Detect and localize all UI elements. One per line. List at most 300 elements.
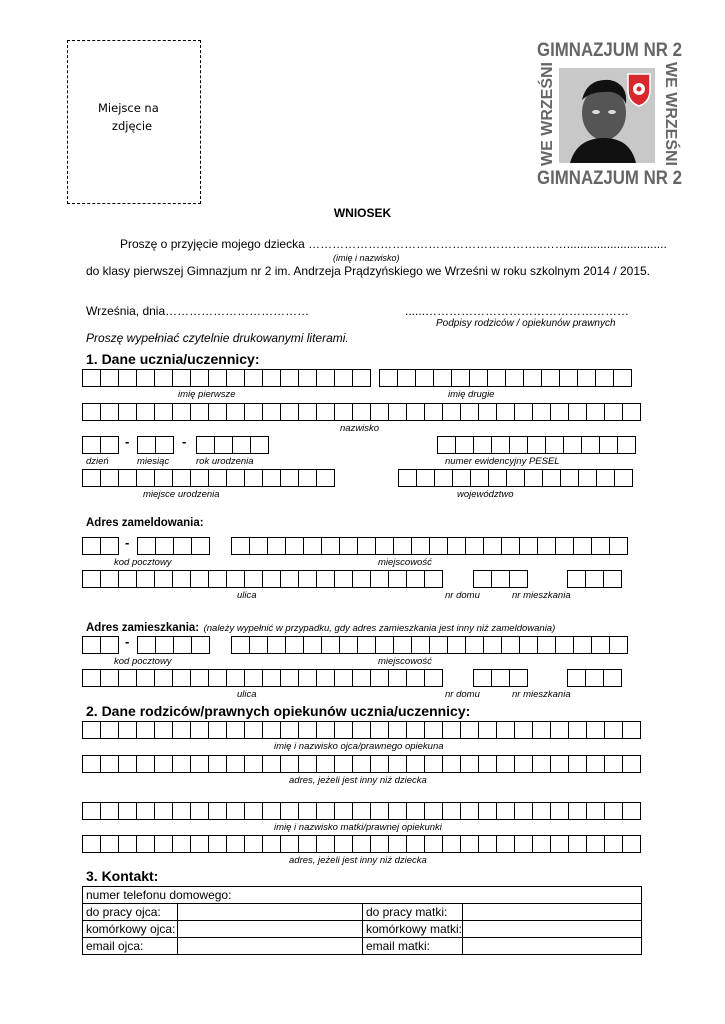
birth-month-field[interactable] (137, 436, 174, 454)
letter-box[interactable] (83, 670, 101, 686)
letter-box[interactable] (83, 637, 101, 653)
letter-box[interactable] (488, 370, 506, 386)
letter-box[interactable] (430, 538, 448, 554)
letter-box[interactable] (479, 404, 497, 420)
letter-box[interactable] (317, 571, 335, 587)
letter-box[interactable] (587, 803, 605, 819)
letter-box[interactable] (376, 538, 394, 554)
res-city-field[interactable] (231, 636, 628, 654)
letter-box[interactable] (83, 722, 101, 738)
birthplace-field[interactable] (82, 469, 335, 487)
father-email-input[interactable] (177, 938, 362, 955)
letter-box[interactable] (317, 370, 335, 386)
letter-box[interactable] (191, 370, 209, 386)
letter-box[interactable] (317, 756, 335, 772)
letter-box[interactable] (515, 404, 533, 420)
letter-box[interactable] (322, 538, 340, 554)
letter-box[interactable] (335, 722, 353, 738)
letter-box[interactable] (119, 470, 137, 486)
letter-box[interactable] (101, 437, 119, 453)
letter-box[interactable] (119, 571, 137, 587)
letter-box[interactable] (155, 404, 173, 420)
birth-day-field[interactable] (82, 436, 119, 454)
letter-box[interactable] (389, 756, 407, 772)
letter-box[interactable] (466, 637, 484, 653)
letter-box[interactable] (417, 470, 435, 486)
letter-box[interactable] (317, 404, 335, 420)
letter-box[interactable] (371, 571, 389, 587)
letter-box[interactable] (335, 756, 353, 772)
letter-box[interactable] (604, 571, 622, 587)
letter-box[interactable] (173, 670, 191, 686)
reg-city-field[interactable] (231, 537, 628, 555)
letter-box[interactable] (479, 836, 497, 852)
letter-box[interactable] (245, 571, 263, 587)
letter-box[interactable] (569, 756, 587, 772)
letter-box[interactable] (227, 756, 245, 772)
letter-box[interactable] (281, 370, 299, 386)
letter-box[interactable] (101, 670, 119, 686)
letter-box[interactable] (371, 670, 389, 686)
letter-box[interactable] (569, 803, 587, 819)
letter-box[interactable] (542, 370, 560, 386)
letter-box[interactable] (506, 370, 524, 386)
letter-box[interactable] (138, 538, 156, 554)
second-name-field[interactable] (379, 369, 632, 387)
letter-box[interactable] (466, 538, 484, 554)
letter-box[interactable] (83, 437, 101, 453)
letter-box[interactable] (250, 538, 268, 554)
letter-box[interactable] (119, 803, 137, 819)
res-house-field[interactable] (473, 669, 528, 687)
letter-box[interactable] (227, 722, 245, 738)
letter-box[interactable] (227, 404, 245, 420)
letter-box[interactable] (407, 803, 425, 819)
letter-box[interactable] (119, 836, 137, 852)
letter-box[interactable] (299, 470, 317, 486)
letter-box[interactable] (227, 370, 245, 386)
letter-box[interactable] (155, 571, 173, 587)
letter-box[interactable] (525, 470, 543, 486)
letter-box[interactable] (435, 470, 453, 486)
letter-box[interactable] (209, 404, 227, 420)
letter-box[interactable] (353, 571, 371, 587)
letter-box[interactable] (227, 470, 245, 486)
letter-box[interactable] (281, 836, 299, 852)
reg-street-field[interactable] (82, 570, 443, 588)
letter-box[interactable] (245, 470, 263, 486)
letter-box[interactable] (533, 836, 551, 852)
letter-box[interactable] (227, 836, 245, 852)
letter-box[interactable] (416, 370, 434, 386)
letter-box[interactable] (371, 404, 389, 420)
letter-box[interactable] (502, 637, 520, 653)
letter-box[interactable] (605, 803, 623, 819)
letter-box[interactable] (317, 470, 335, 486)
letter-box[interactable] (479, 756, 497, 772)
letter-box[interactable] (281, 803, 299, 819)
letter-box[interactable] (484, 637, 502, 653)
letter-box[interactable] (623, 722, 641, 738)
letter-box[interactable] (281, 571, 299, 587)
letter-box[interactable] (191, 571, 209, 587)
letter-box[interactable] (245, 756, 263, 772)
letter-box[interactable] (610, 538, 628, 554)
letter-box[interactable] (101, 370, 119, 386)
letter-box[interactable] (507, 470, 525, 486)
reg-postal-field-1[interactable] (82, 537, 119, 555)
letter-box[interactable] (623, 836, 641, 852)
letter-box[interactable] (587, 722, 605, 738)
letter-box[interactable] (155, 803, 173, 819)
letter-box[interactable] (492, 437, 510, 453)
letter-box[interactable] (569, 404, 587, 420)
res-flat-field[interactable] (567, 669, 622, 687)
letter-box[interactable] (497, 836, 515, 852)
letter-box[interactable] (597, 470, 615, 486)
letter-box[interactable] (600, 437, 618, 453)
letter-box[interactable] (173, 404, 191, 420)
letter-box[interactable] (371, 836, 389, 852)
letter-box[interactable] (551, 756, 569, 772)
letter-box[interactable] (461, 722, 479, 738)
letter-box[interactable] (299, 836, 317, 852)
letter-box[interactable] (137, 722, 155, 738)
letter-box[interactable] (425, 670, 443, 686)
letter-box[interactable] (281, 670, 299, 686)
letter-box[interactable] (299, 670, 317, 686)
letter-box[interactable] (251, 437, 269, 453)
letter-box[interactable] (191, 470, 209, 486)
letter-box[interactable] (497, 722, 515, 738)
letter-box[interactable] (587, 404, 605, 420)
letter-box[interactable] (232, 637, 250, 653)
letter-box[interactable] (83, 538, 101, 554)
letter-box[interactable] (209, 470, 227, 486)
letter-box[interactable] (610, 637, 628, 653)
letter-box[interactable] (245, 803, 263, 819)
letter-box[interactable] (474, 670, 492, 686)
letter-box[interactable] (358, 637, 376, 653)
mother-work-input[interactable] (462, 904, 641, 921)
letter-box[interactable] (137, 404, 155, 420)
letter-box[interactable] (407, 670, 425, 686)
letter-box[interactable] (456, 437, 474, 453)
letter-box[interactable] (263, 370, 281, 386)
letter-box[interactable] (191, 756, 209, 772)
letter-box[interactable] (520, 538, 538, 554)
letter-box[interactable] (173, 571, 191, 587)
letter-box[interactable] (299, 404, 317, 420)
letter-box[interactable] (407, 404, 425, 420)
letter-box[interactable] (389, 803, 407, 819)
letter-box[interactable] (371, 803, 389, 819)
letter-box[interactable] (101, 722, 119, 738)
letter-box[interactable] (340, 637, 358, 653)
letter-box[interactable] (281, 722, 299, 738)
letter-box[interactable] (335, 836, 353, 852)
letter-box[interactable] (398, 370, 416, 386)
letter-box[interactable] (412, 538, 430, 554)
letter-box[interactable] (335, 404, 353, 420)
letter-box[interactable] (443, 404, 461, 420)
letter-box[interactable] (101, 836, 119, 852)
letter-box[interactable] (425, 756, 443, 772)
letter-box[interactable] (556, 637, 574, 653)
letter-box[interactable] (353, 803, 371, 819)
letter-box[interactable] (155, 670, 173, 686)
letter-box[interactable] (380, 370, 398, 386)
letter-box[interactable] (119, 370, 137, 386)
letter-box[interactable] (173, 756, 191, 772)
letter-box[interactable] (263, 404, 281, 420)
letter-box[interactable] (515, 722, 533, 738)
letter-box[interactable] (551, 836, 569, 852)
letter-box[interactable] (461, 836, 479, 852)
letter-box[interactable] (322, 637, 340, 653)
letter-box[interactable] (538, 637, 556, 653)
letter-box[interactable] (371, 756, 389, 772)
letter-box[interactable] (569, 722, 587, 738)
letter-box[interactable] (286, 637, 304, 653)
letter-box[interactable] (479, 803, 497, 819)
letter-box[interactable] (299, 803, 317, 819)
letter-box[interactable] (434, 370, 452, 386)
letter-box[interactable] (137, 836, 155, 852)
letter-box[interactable] (191, 404, 209, 420)
letter-box[interactable] (605, 836, 623, 852)
letter-box[interactable] (299, 756, 317, 772)
letter-box[interactable] (101, 470, 119, 486)
reg-flat-field[interactable] (567, 570, 622, 588)
letter-box[interactable] (304, 637, 322, 653)
letter-box[interactable] (479, 722, 497, 738)
letter-box[interactable] (209, 370, 227, 386)
letter-box[interactable] (438, 437, 456, 453)
letter-box[interactable] (376, 637, 394, 653)
letter-box[interactable] (335, 370, 353, 386)
letter-box[interactable] (83, 756, 101, 772)
letter-box[interactable] (83, 404, 101, 420)
letter-box[interactable] (215, 437, 233, 453)
letter-box[interactable] (353, 756, 371, 772)
letter-box[interactable] (191, 836, 209, 852)
letter-box[interactable] (389, 571, 407, 587)
letter-box[interactable] (286, 538, 304, 554)
reg-house-field[interactable] (473, 570, 528, 588)
letter-box[interactable] (173, 722, 191, 738)
letter-box[interactable] (227, 803, 245, 819)
letter-box[interactable] (587, 836, 605, 852)
letter-box[interactable] (268, 538, 286, 554)
letter-box[interactable] (470, 370, 488, 386)
letter-box[interactable] (83, 470, 101, 486)
letter-box[interactable] (173, 836, 191, 852)
letter-box[interactable] (155, 370, 173, 386)
mother-email-input[interactable] (462, 938, 641, 955)
letter-box[interactable] (586, 571, 604, 587)
letter-box[interactable] (156, 437, 174, 453)
letter-box[interactable] (137, 470, 155, 486)
letter-box[interactable] (452, 370, 470, 386)
letter-box[interactable] (425, 404, 443, 420)
letter-box[interactable] (299, 571, 317, 587)
letter-box[interactable] (533, 803, 551, 819)
letter-box[interactable] (407, 571, 425, 587)
father-address-field[interactable] (82, 755, 641, 773)
letter-box[interactable] (515, 803, 533, 819)
letter-box[interactable] (101, 538, 119, 554)
letter-box[interactable] (389, 836, 407, 852)
letter-box[interactable] (510, 437, 528, 453)
letter-box[interactable] (425, 803, 443, 819)
letter-box[interactable] (425, 836, 443, 852)
letter-box[interactable] (209, 571, 227, 587)
letter-box[interactable] (407, 722, 425, 738)
letter-box[interactable] (605, 404, 623, 420)
letter-box[interactable] (191, 803, 209, 819)
letter-box[interactable] (579, 470, 597, 486)
letter-box[interactable] (83, 571, 101, 587)
letter-box[interactable] (281, 470, 299, 486)
letter-box[interactable] (623, 756, 641, 772)
letter-box[interactable] (268, 637, 286, 653)
letter-box[interactable] (209, 670, 227, 686)
letter-box[interactable] (489, 470, 507, 486)
letter-box[interactable] (510, 670, 528, 686)
letter-box[interactable] (353, 836, 371, 852)
mother-mobile-input[interactable] (462, 921, 641, 938)
letter-box[interactable] (137, 370, 155, 386)
letter-box[interactable] (394, 538, 412, 554)
letter-box[interactable] (119, 756, 137, 772)
letter-box[interactable] (574, 538, 592, 554)
letter-box[interactable] (156, 538, 174, 554)
letter-box[interactable] (155, 756, 173, 772)
letter-box[interactable] (233, 437, 251, 453)
mother-name-field[interactable] (82, 802, 641, 820)
letter-box[interactable] (101, 803, 119, 819)
letter-box[interactable] (299, 370, 317, 386)
letter-box[interactable] (605, 756, 623, 772)
letter-box[interactable] (556, 538, 574, 554)
letter-box[interactable] (263, 756, 281, 772)
res-postal-field-1[interactable] (82, 636, 119, 654)
letter-box[interactable] (592, 538, 610, 554)
letter-box[interactable] (335, 571, 353, 587)
letter-box[interactable] (510, 571, 528, 587)
letter-box[interactable] (304, 538, 322, 554)
letter-box[interactable] (453, 470, 471, 486)
letter-box[interactable] (191, 722, 209, 738)
letter-box[interactable] (533, 756, 551, 772)
letter-box[interactable] (564, 437, 582, 453)
letter-box[interactable] (596, 370, 614, 386)
letter-box[interactable] (497, 756, 515, 772)
letter-box[interactable] (209, 756, 227, 772)
letter-box[interactable] (245, 836, 263, 852)
voivodeship-field[interactable] (398, 469, 633, 487)
letter-box[interactable] (263, 571, 281, 587)
father-name-field[interactable] (82, 721, 641, 739)
letter-box[interactable] (497, 404, 515, 420)
letter-box[interactable] (245, 670, 263, 686)
letter-box[interactable] (568, 670, 586, 686)
letter-box[interactable] (317, 670, 335, 686)
letter-box[interactable] (192, 637, 210, 653)
letter-box[interactable] (138, 437, 156, 453)
letter-box[interactable] (137, 756, 155, 772)
letter-box[interactable] (227, 571, 245, 587)
res-street-field[interactable] (82, 669, 443, 687)
letter-box[interactable] (209, 722, 227, 738)
letter-box[interactable] (569, 836, 587, 852)
letter-box[interactable] (353, 670, 371, 686)
letter-box[interactable] (497, 803, 515, 819)
letter-box[interactable] (560, 370, 578, 386)
letter-box[interactable] (471, 470, 489, 486)
letter-box[interactable] (209, 836, 227, 852)
letter-box[interactable] (623, 404, 641, 420)
letter-box[interactable] (317, 836, 335, 852)
letter-box[interactable] (173, 470, 191, 486)
letter-box[interactable] (502, 538, 520, 554)
letter-box[interactable] (191, 670, 209, 686)
letter-box[interactable] (448, 538, 466, 554)
letter-box[interactable] (551, 722, 569, 738)
home-phone-label[interactable]: numer telefonu domowego: (83, 887, 642, 904)
letter-box[interactable] (317, 722, 335, 738)
letter-box[interactable] (546, 437, 564, 453)
letter-box[interactable] (568, 571, 586, 587)
letter-box[interactable] (138, 637, 156, 653)
letter-box[interactable] (371, 722, 389, 738)
letter-box[interactable] (232, 538, 250, 554)
letter-box[interactable] (586, 670, 604, 686)
letter-box[interactable] (614, 370, 632, 386)
letter-box[interactable] (474, 437, 492, 453)
letter-box[interactable] (443, 803, 461, 819)
letter-box[interactable] (317, 803, 335, 819)
letter-box[interactable] (101, 637, 119, 653)
letter-box[interactable] (83, 836, 101, 852)
father-work-input[interactable] (177, 904, 362, 921)
letter-box[interactable] (358, 538, 376, 554)
letter-box[interactable] (407, 836, 425, 852)
letter-box[interactable] (533, 722, 551, 738)
letter-box[interactable] (83, 803, 101, 819)
letter-box[interactable] (263, 670, 281, 686)
letter-box[interactable] (101, 404, 119, 420)
pesel-field[interactable] (437, 436, 636, 454)
letter-box[interactable] (335, 803, 353, 819)
letter-box[interactable] (156, 637, 174, 653)
letter-box[interactable] (394, 637, 412, 653)
letter-box[interactable] (197, 437, 215, 453)
letter-box[interactable] (335, 670, 353, 686)
letter-box[interactable] (101, 756, 119, 772)
letter-box[interactable] (561, 470, 579, 486)
letter-box[interactable] (227, 670, 245, 686)
letter-box[interactable] (209, 803, 227, 819)
letter-box[interactable] (623, 803, 641, 819)
letter-box[interactable] (399, 470, 417, 486)
letter-box[interactable] (250, 637, 268, 653)
letter-box[interactable] (119, 404, 137, 420)
letter-box[interactable] (263, 803, 281, 819)
letter-box[interactable] (474, 571, 492, 587)
letter-box[interactable] (543, 470, 561, 486)
